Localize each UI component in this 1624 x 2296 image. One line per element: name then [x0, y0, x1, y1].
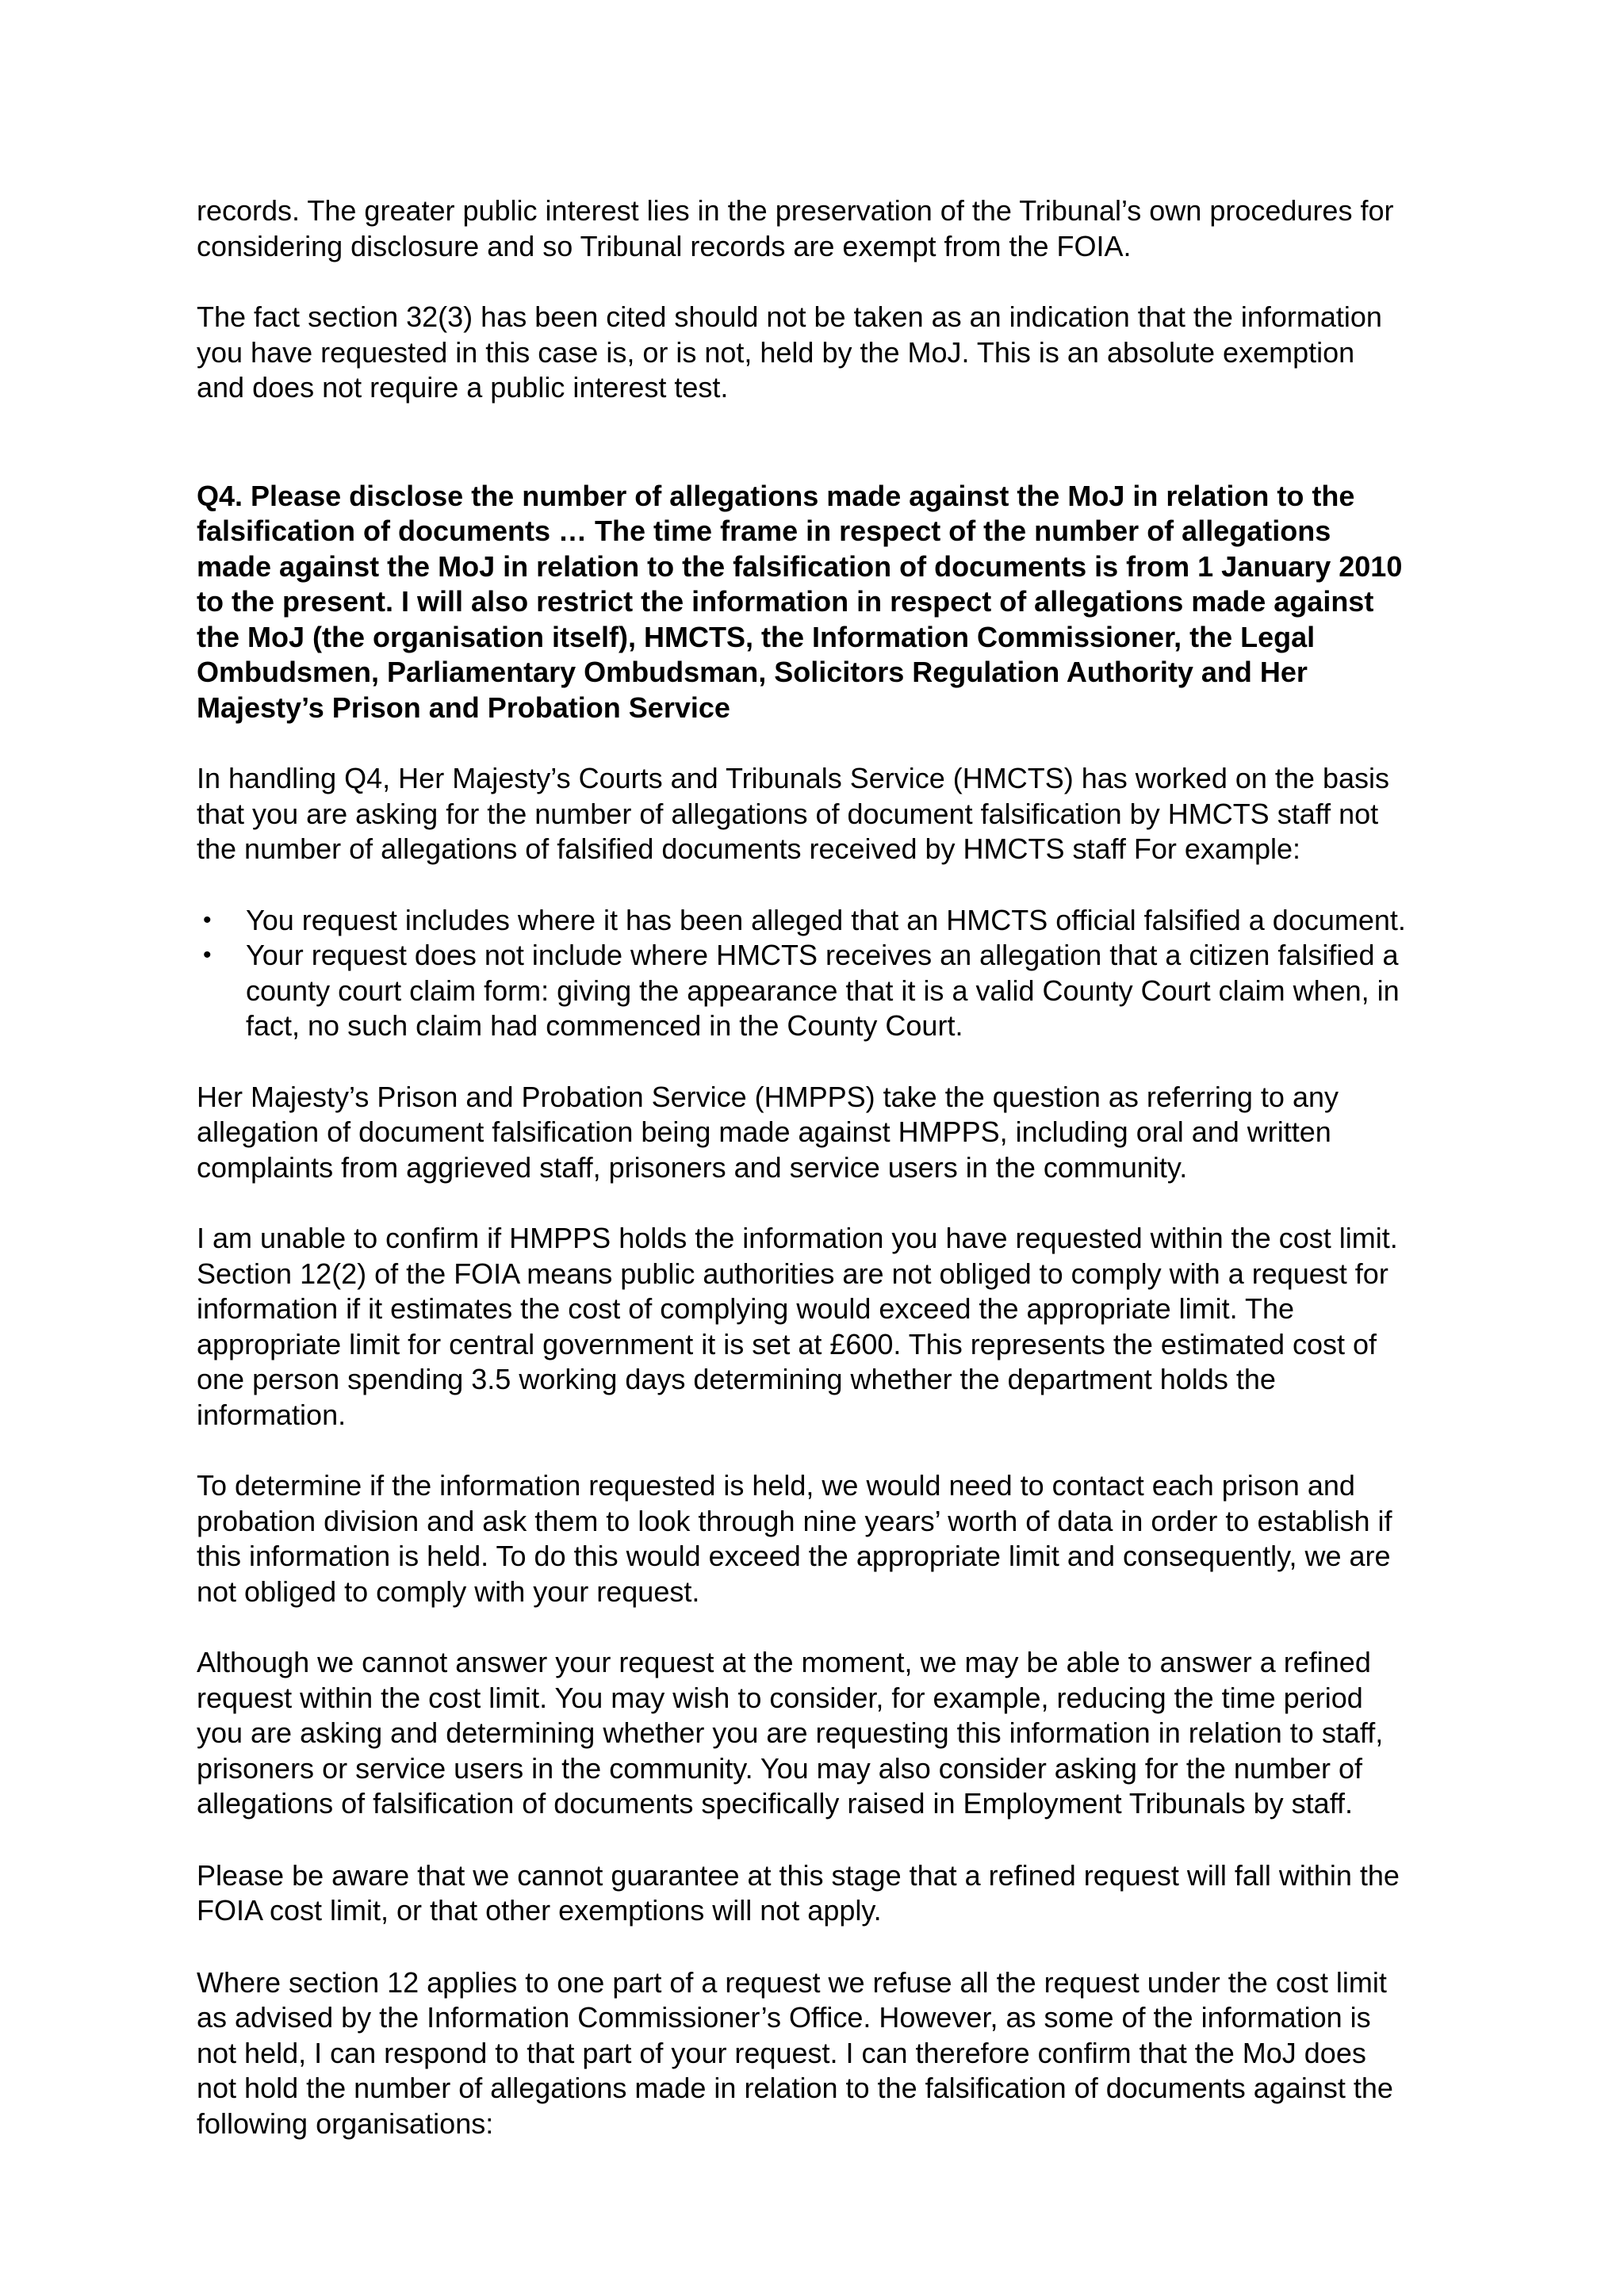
paragraph-determine-held: [197, 1468, 1465, 1609]
text-line: Her Majesty’s Prison and Probation Service (HMPPS) take the question as referring to any: [197, 1080, 1339, 1113]
text-line: one person spending 3.5 working days determining whether the department holds the: [197, 1363, 1276, 1395]
text-line: In handling Q4, Her Majesty’s Courts and Tribunals Service (HMCTS) has worked on the basis: [197, 762, 1389, 794]
paragraph-refined-request: [197, 1645, 1465, 1822]
text-line: Although we cannot answer your request at the moment, we may be able to answer a refined: [197, 1646, 1371, 1678]
example-bullet-list: [197, 903, 1465, 1044]
text-line: that you are asking for the number of allegations of document falsification by HMCTS staff not: [197, 797, 1379, 830]
text-line: to the present. I will also restrict the information in respect of allegations made against: [197, 585, 1374, 618]
question-q4-heading: [197, 479, 1465, 726]
text-line: fact, no such claim had commenced in the County Court.: [246, 1009, 963, 1042]
text-line: Please be aware that we cannot guarantee at this stage that a refined request will fall within the: [197, 1858, 1400, 1892]
text-line: you have requested in this case is, or is not, held by the MoJ. This is an absolute exemption: [197, 335, 1355, 369]
paragraph-tribunal-records: [197, 193, 1465, 264]
text-line: allegation of document falsification being made against HMPPS, including oral and written: [197, 1115, 1331, 1148]
text-line: To determine if the information requested is held, we would need to contact each prison and: [197, 1469, 1355, 1502]
text-line: and does not require a public interest test.: [197, 371, 729, 404]
text-line: as advised by the Information Commissioner’s Office. However, as some of the information is: [197, 2001, 1371, 2034]
text-line: probation division and ask them to look through nine years’ worth of data in order to establish if: [197, 1504, 1392, 1537]
text-line: appropriate limit for central government it is set at £600. This represents the estimated cost of: [197, 1327, 1377, 1360]
text-line: following organisations:: [197, 2107, 494, 2140]
text-line: this information is held. To do this would exceed the appropriate limit and consequently, we are: [197, 1540, 1391, 1572]
text-line: Majesty’s Prison and Probation Service: [197, 691, 730, 724]
paragraph-hmpps-interpretation: [197, 1080, 1465, 1186]
paragraph-cost-limit: [197, 1221, 1465, 1433]
text-line: FOIA cost limit, or that other exemptions will not apply.: [197, 1894, 882, 1927]
text-line: prisoners or service users in the community. You may also consider asking for the number of: [197, 1751, 1363, 1785]
text-line: allegations of falsification of documents specifically raised in Employment Tribunals by staff.: [197, 1787, 1354, 1820]
text-line: Ombudsmen, Parliamentary Ombudsman, Solicitors Regulation Authority and Her: [197, 656, 1308, 688]
document-page: [197, 193, 1465, 2141]
text-line: You request includes where it has been alleged that an HMCTS official falsified a document.: [246, 903, 1406, 936]
list-item: [197, 938, 1465, 1044]
bullet-icon: •: [203, 906, 212, 933]
text-line: information.: [197, 1398, 347, 1431]
text-line: falsification of documents … The time frame in respect of the number of allegations: [197, 515, 1331, 547]
text-line: you are asking and determining whether you are requesting this information in relation to staff,: [197, 1716, 1384, 1749]
text-line: the number of allegations of falsified documents received by HMCTS staff For example:: [197, 832, 1300, 865]
text-line: Where section 12 applies to one part of a request we refuse all the request under the cost limit: [197, 1965, 1387, 1999]
paragraph-section-12-applies: [197, 1965, 1465, 2142]
text-line: complaints from aggrieved staff, prisoners and service users in the community.: [197, 1150, 1188, 1184]
text-line: request within the cost limit. You may wish to consider, for example, reducing the time period: [197, 1681, 1363, 1714]
text-line: Q4. Please disclose the number of allegations made against the MoJ in relation to the: [197, 479, 1355, 512]
text-line: The fact section 32(3) has been cited should not be taken as an indication that the information: [197, 300, 1382, 333]
text-line: made against the MoJ in relation to the falsification of documents is from 1 January 2010: [197, 549, 1403, 583]
text-line: Your request does not include where HMCTS receives an allegation that a citizen falsified a: [246, 939, 1399, 971]
paragraph-no-guarantee: [197, 1858, 1465, 1929]
paragraph-section-32-3: [197, 300, 1465, 406]
text-line: not held, I can respond to that part of your request. I can therefore confirm that the MoJ does: [197, 2036, 1366, 2069]
text-line: information if it estimates the cost of complying would exceed the appropriate limit. The: [197, 1292, 1295, 1325]
text-line: not obliged to comply with your request.: [197, 1575, 700, 1608]
text-line: I am unable to confirm if HMPPS holds the information you have requested within the cost limit.: [197, 1222, 1398, 1254]
text-line: not hold the number of allegations made in relation to the falsification of documents against the: [197, 2072, 1393, 2104]
text-line: records. The greater public interest lies in the preservation of the Tribunal’s own procedures for: [197, 194, 1394, 227]
text-line: considering disclosure and so Tribunal records are exempt from the FOIA.: [197, 229, 1132, 262]
text-line: the MoJ (the organisation itself), HMCTS, the Information Commissioner, the Legal: [197, 620, 1316, 653]
bullet-icon: •: [203, 942, 212, 968]
list-item: [197, 903, 1465, 939]
text-line: Section 12(2) of the FOIA means public authorities are not obliged to comply with a request for: [197, 1257, 1388, 1290]
text-line: county court claim form: giving the appearance that it is a valid County Court claim when, in: [246, 974, 1400, 1007]
paragraph-hmcts-handling: [197, 761, 1465, 867]
